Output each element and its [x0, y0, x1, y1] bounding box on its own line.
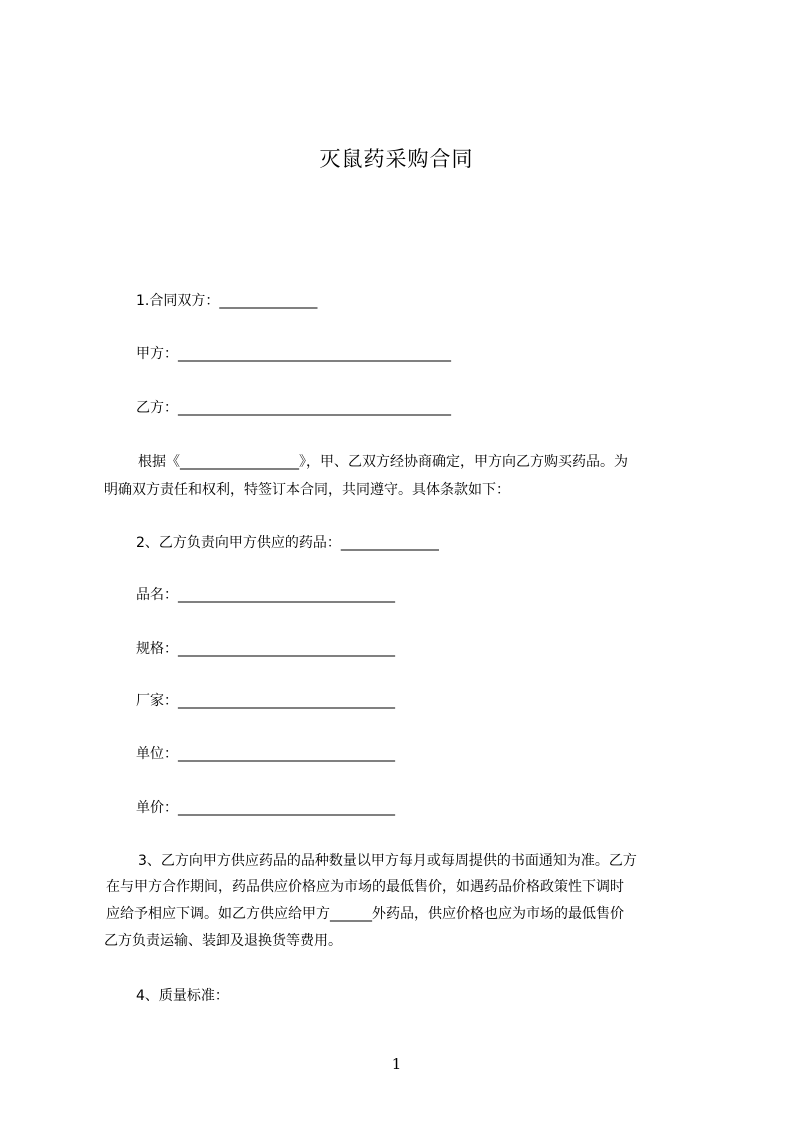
clause-1-parties: 1.合同双方：______________: [136, 293, 318, 309]
field-specification: 规格：_______________________________: [136, 641, 395, 657]
clause-3-line-2: 在与甲方合作期间，药品供应价格应为市场的最低售价，如遇药品价格政策性下调时: [106, 879, 624, 895]
party-b-line: 乙方：_______________________________________: [136, 400, 451, 416]
clause-3-line-4: 乙方负责运输、装卸及退换货等费用。: [104, 933, 342, 949]
page-title: 灭鼠药采购合同: [319, 147, 474, 171]
clause-4-quality: 4、质量标准：: [136, 988, 229, 1004]
field-product-name: 品名：_______________________________: [136, 587, 395, 603]
page-number: 1: [391, 1055, 402, 1073]
clause-3-line-1: 3、乙方向甲方供应药品的品种数量以甲方每月或每周提供的书面通知为准。乙方: [138, 853, 637, 869]
clause-3-line-3: 应给予相应下调。如乙方供应给甲方______外药品，供应价格也应为市场的最低售价: [106, 906, 624, 922]
field-unit: 单位：_______________________________: [136, 746, 395, 762]
preamble-line-1: 根据《_________________》，甲、乙双方经协商确定，甲方向乙方购买药品。为: [138, 454, 628, 470]
clause-2-drugs: 2、乙方负责向甲方供应的药品：______________: [136, 535, 439, 551]
preamble-line-2: 明确双方责任和权利，特签订本合同，共同遵守。具体条款如下：: [104, 482, 510, 498]
party-a-line: 甲方：_______________________________________: [136, 346, 451, 362]
field-manufacturer: 厂家：_______________________________: [136, 693, 395, 709]
field-unit-price: 单价：_______________________________: [136, 800, 395, 816]
